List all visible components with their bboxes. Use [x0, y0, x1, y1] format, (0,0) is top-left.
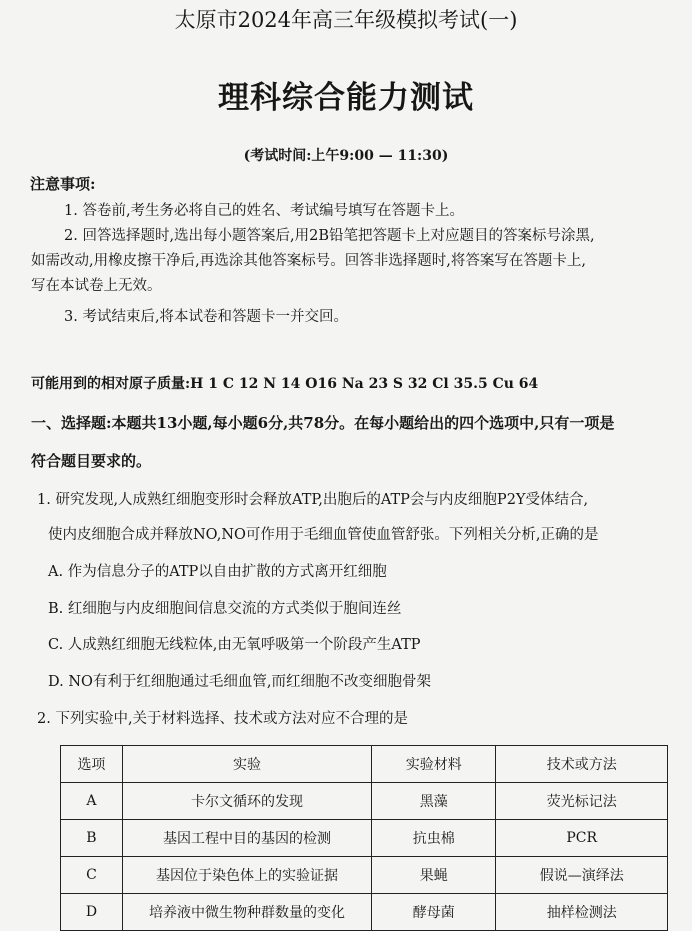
table-cell: 假说—演绎法 [496, 857, 668, 894]
table-cell: B [61, 820, 123, 857]
note-item-2-line-2: 如需改动,用橡皮擦干净后,再选涂其他答案标号。回答非选择题时,将答案写在答题卡上, [31, 253, 586, 269]
question-1-stem-line-1: 1. 研究发现,人成熟红细胞变形时会释放ATP,出胞后的ATP会与内皮细胞P2Y受体结合, [37, 492, 589, 508]
section-1-heading-line-2: 符合题目要求的。 [31, 452, 152, 470]
table-cell: PCR [496, 820, 668, 857]
question-1-stem-line-2: 使内皮细胞合成并释放NO,NO可作用于毛细血管使血管舒张。下列相关分析,正确的是 [48, 527, 599, 543]
question-1-option-c: C. 人成熟红细胞无线粒体,由无氧呼吸第一个阶段产生ATP [48, 637, 421, 653]
table-row [61, 820, 668, 857]
note-item-2-line-1: 2. 回答选择题时,选出每小题答案后,用2B铅笔把答题卡上对应题目的答案标号涂黑, [64, 228, 595, 244]
table-cell: C [61, 857, 123, 894]
table-cell: 荧光标记法 [496, 783, 668, 820]
note-item-3: 3. 考试结束后,将本试卷和答题卡一并交回。 [64, 309, 349, 325]
table-cell: 酵母菌 [372, 894, 496, 931]
table-header-cell: 实验 [122, 746, 371, 783]
table-cell: 抗虫棉 [372, 820, 496, 857]
table-header-cell: 选项 [61, 746, 123, 783]
atomic-mass-line: 可能用到的相对原子质量:H 1 C 12 N 14 O16 Na 23 S 32 Cl 35.5 Cu 64 [31, 376, 539, 392]
question-1-option-a: A. 作为信息分子的ATP以自由扩散的方式离开红细胞 [48, 564, 387, 580]
note-item-1: 1. 答卷前,考生务必将自己的姓名、考试编号填写在答题卡上。 [64, 203, 465, 219]
exam-header: 太原市2024年高三年级模拟考试(一) [174, 8, 518, 32]
table-cell: 黑藻 [372, 783, 496, 820]
table-cell: 培养液中微生物种群数量的变化 [122, 894, 371, 931]
table-cell: 基因工程中目的基因的检测 [122, 820, 371, 857]
table-cell: A [61, 783, 123, 820]
question-1-option-d: D. NO有利于红细胞通过毛细血管,而红细胞不改变细胞骨架 [48, 674, 432, 690]
question-1-option-b: B. 红细胞与内皮细胞间信息交流的方式类似于胞间连丝 [48, 601, 402, 617]
table-cell: 卡尔文循环的发现 [122, 783, 371, 820]
table-row [61, 857, 668, 894]
table-header-cell: 实验材料 [372, 746, 496, 783]
table-cell: 基因位于染色体上的实验证据 [122, 857, 371, 894]
question-2-stem: 2. 下列实验中,关于材料选择、技术或方法对应不合理的是 [37, 711, 409, 727]
notes-heading: 注意事项: [30, 175, 96, 193]
table-header-cell: 技术或方法 [496, 746, 668, 783]
section-1-heading-line-1: 一、选择题:本题共13小题,每小题6分,共78分。在每小题给出的四个选项中,只有一项是 [31, 414, 615, 432]
table-cell: 果蝇 [372, 857, 496, 894]
table-cell: 抽样检测法 [496, 894, 668, 931]
table-cell: D [61, 894, 123, 931]
experiment-table [60, 745, 668, 931]
table-row [61, 783, 668, 820]
page-title: 理科综合能力测试 [218, 80, 474, 116]
note-item-2-line-3: 写在本试卷上无效。 [31, 278, 162, 294]
table-row [61, 894, 668, 931]
exam-time: (考试时间:上午9:00 — 11:30) [243, 148, 449, 164]
table-header-row [61, 746, 668, 783]
